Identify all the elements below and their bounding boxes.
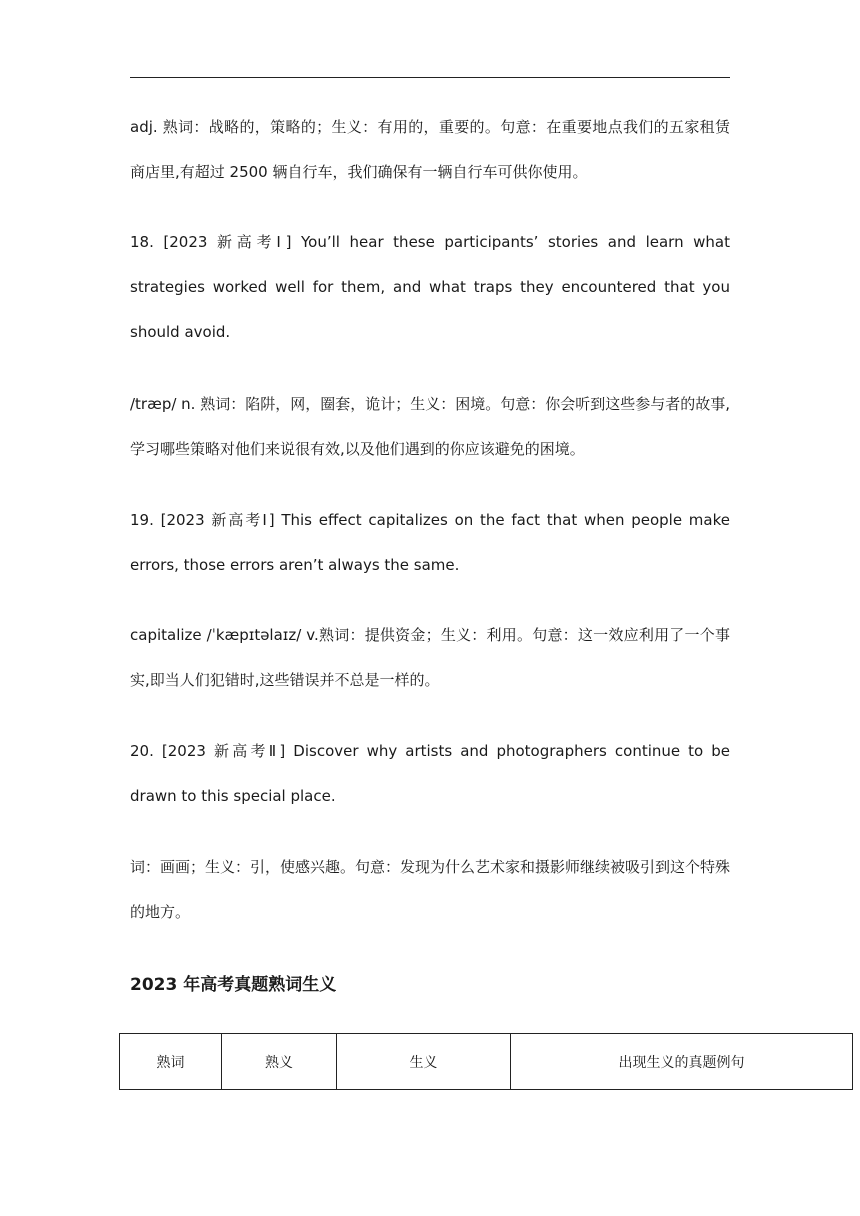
entry-20-explanation: 词：画画；生义：引，使感兴趣。句意：发现为什么艺术家和摄影师继续被吸引到这个特殊的地方。 <box>130 858 731 921</box>
header-familiar-word: 熟词 <box>120 1034 222 1090</box>
entry-20-sentence: 20. [2023 新高考Ⅱ] Discover why artists and photographers continue to be drawn to this special place. <box>130 742 730 805</box>
vocab-table <box>119 1033 853 1090</box>
header-familiar-meaning: 熟义 <box>222 1034 337 1090</box>
entry-19-explanation: capitalize /ˈkæpɪtəlaɪz/ v.熟词：提供资金；生义：利用。句意：这一效应利用了一个事实,即当人们犯错时,这些错误并不总是一样的。 <box>130 626 730 689</box>
header-example-sentence: 出现生义的真题例句 <box>511 1034 853 1090</box>
header-new-meaning: 生义 <box>337 1034 511 1090</box>
entry-19-sentence: 19. [2023 新高考Ⅰ] This effect capitalizes on the fact that when people make errors, those errors aren’t always the same. <box>130 511 730 574</box>
entry-17-explanation: adj. 熟词：战略的，策略的；生义：有用的，重要的。句意：在重要地点我们的五家租赁商店里,有超过 2500 辆自行车，我们确保有一辆自行车可供你使用。 <box>130 118 730 181</box>
entry-18-explanation: /træp/ n. 熟词：陷阱，网，圈套，诡计；生义：困境。句意：你会听到这些参与者的故事,学习哪些策略对他们来说很有效,以及他们遇到的你应该避免的困境。 <box>130 395 730 458</box>
entry-18-sentence: 18. [2023 新高考Ⅰ] You’ll hear these participants’ stories and learn what strategies worked well for them, and what traps they encountered that you should avoid. <box>130 233 730 341</box>
header-rule <box>130 77 730 78</box>
table-header-row <box>120 1034 853 1090</box>
section-title: 2023 年高考真题熟词生义 <box>130 975 337 995</box>
